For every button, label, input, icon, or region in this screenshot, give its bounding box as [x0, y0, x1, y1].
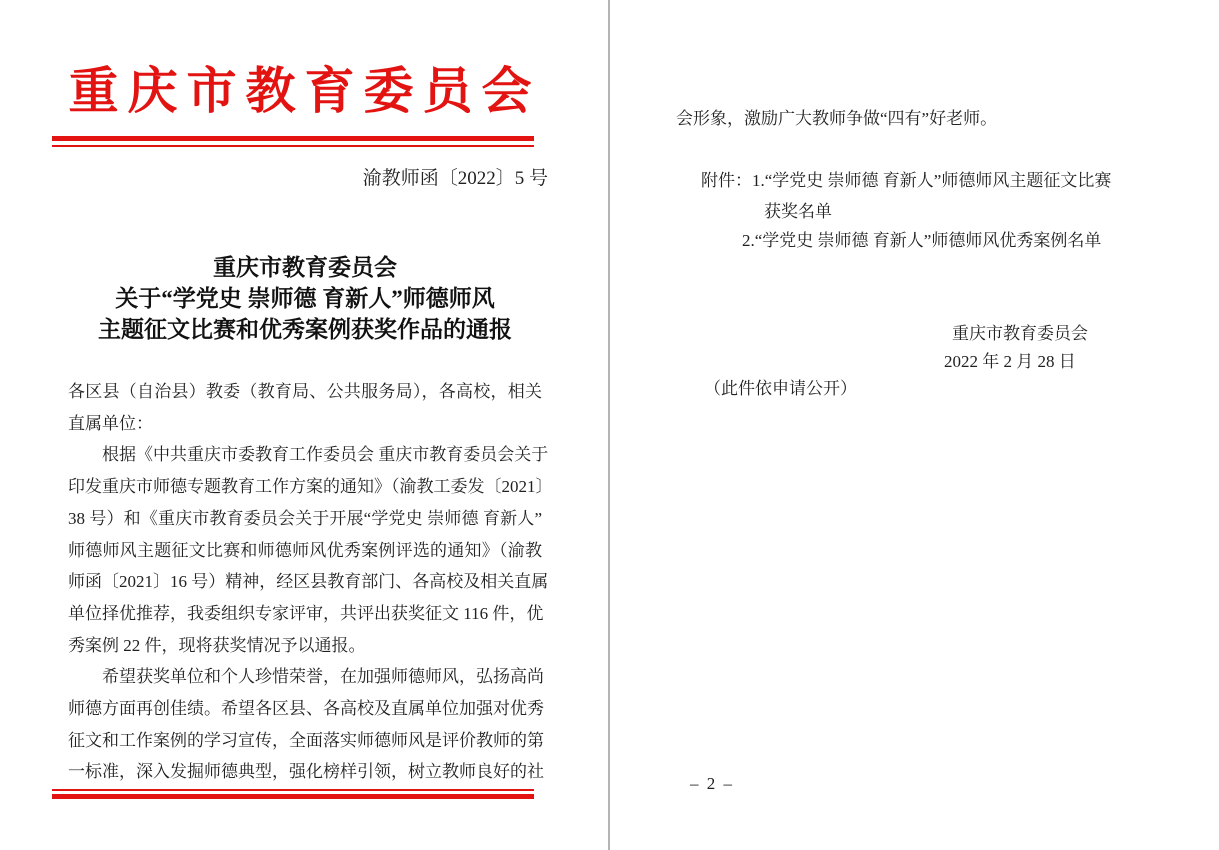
page-number: – 2 –	[690, 774, 734, 793]
attachment-list-line-3: 2.“学党史 崇师德 育新人”师德师风优秀案例名单	[742, 231, 1102, 250]
body-line: 师函〔2021〕16 号）精神，经区县教育部门、各高校及相关直属	[68, 572, 549, 592]
footer-rule	[52, 789, 534, 799]
letterhead-title: 重庆市教育委员会	[68, 63, 541, 119]
body-line: 单位择优推荐，我委组织专家评审，共评出获奖征文 116 件，优	[68, 603, 544, 623]
attachment-list-line-1: 附件：1.“学党史 崇师德 育新人”师德师风主题征文比赛	[701, 171, 1112, 190]
letterhead-rule	[52, 136, 534, 147]
body-line: 师德方面再创佳绩。希望各区县、各高校及直属单位加强对优秀	[68, 699, 544, 719]
document-title	[55, 252, 555, 345]
page-divider	[608, 0, 610, 850]
document-title-line-3: 主题征文比赛和优秀案例获奖作品的通报	[98, 317, 512, 342]
document-title-line-1: 重庆市教育委员会	[213, 255, 397, 280]
issuer-name: 重庆市教育委员会	[952, 324, 1088, 343]
body-line: 各区县（自治县）教委（教育局、公共服务局），各高校，相关	[68, 382, 542, 401]
body-line: 直属单位：	[68, 413, 153, 433]
continuation-paragraph: 会形象，激励广大教师争做“四有”好老师。	[676, 109, 998, 128]
body-line: 师德师风主题征文比赛和师德师风优秀案例评选的通知》（渝教	[68, 540, 542, 560]
attachment-list-line-2: 获奖名单	[764, 202, 832, 221]
body-line: 希望获奖单位和个人珍惜荣誉，在加强师德师风，弘扬高尚	[102, 667, 544, 687]
body-line: 38 号）和《重庆市教育委员会关于开展“学党史 崇师德 育新人”	[68, 508, 542, 528]
document-title-line-2: 关于“学党史 崇师德 育新人”师德师风	[115, 286, 495, 311]
page-1	[0, 0, 608, 850]
issue-date: 2022 年 2 月 28 日	[944, 352, 1076, 371]
body-line: 根据《中共重庆市委教育工作委员会 重庆市教育委员会关于	[102, 445, 549, 465]
body-line: 印发重庆市师德专题教育工作方案的通知》（渝教工委发〔2021〕	[68, 477, 553, 497]
body-text	[68, 376, 553, 788]
document-number: 渝教师函〔2022〕5 号	[362, 168, 548, 189]
body-line: 秀案例 22 件，现将获奖情况予以通报。	[68, 635, 366, 655]
body-line: 一标准，深入发掘师德典型，强化榜样引领，树立教师良好的社	[68, 762, 544, 782]
disclosure-note: （此件依申请公开）	[704, 379, 857, 398]
body-line: 征文和工作案例的学习宣传，全面落实师德师风是评价教师的第	[68, 730, 544, 750]
